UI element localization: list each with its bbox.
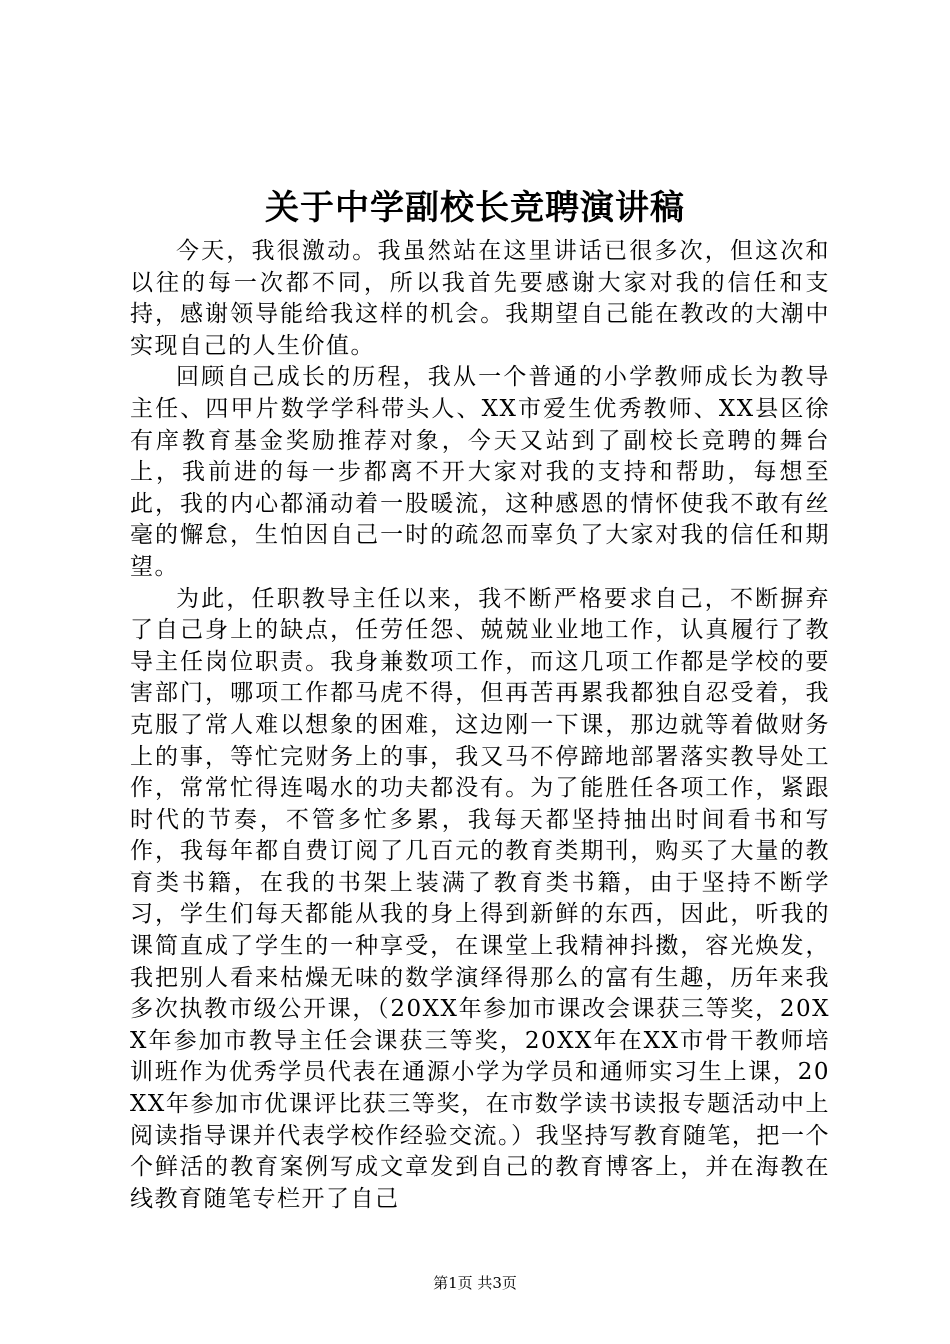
- paragraph-2: 回顾自己成长的历程，我从一个普通的小学教师成长为教导主任、四甲片数学学科带头人、XX市爱生优秀教师、XX县区徐有庠教育基金奖励推荐对象，今天又站到了副校长竞聘的舞台上，我前进的每一步都离不开大家对我的支持和帮助，每想至此，我的内心都涌动着一股暖流，这种感恩的情怀使我不敢有丝毫的懈怠，生怕因自己一时的疏忽而辜负了大家对我的信任和期望。: [130, 364, 830, 580]
- paragraph-1: 今天，我很激动。我虽然站在这里讲话已很多次，但这次和以往的每一次都不同，所以我首先要感谢大家对我的信任和支持，感谢领导能给我这样的机会。我期望自己能在教改的大潮中实现自己的人生价值。: [130, 238, 830, 359]
- page-footer: 第1页 共3页: [433, 1274, 517, 1292]
- document-body: [130, 236, 830, 1215]
- document-title: 关于中学副校长竞聘演讲稿: [265, 188, 685, 228]
- paragraph-3: 为此，任职教导主任以来，我不断严格要求自己，不断摒弃了自己身上的缺点，任劳任怨、兢兢业业地工作，认真履行了教导主任岗位职责。我身兼数项工作，而这几项工作都是学校的要害部门，哪项工作都马虎不得，但再苦再累我都独自忍受着，我克服了常人难以想象的困难，这边刚一下课，那边就等着做财务上的事，等忙完财务上的事，我又马不停蹄地部署落实教导处工作，常常忙得连喝水的功夫都没有。为了能胜任各项工作，紧跟时代的节奏，不管多忙多累，我每天都坚持抽出时间看书和写作，我每年都自费订阅了几百元的教育类期刊，购买了大量的教育类书籍，在我的书架上装满了教育类书籍，由于坚持不断学习，学生们每天都能从我的身上得到新鲜的东西，因此，听我的课简直成了学生的一种享受，在课堂上我精神抖擞，容光焕发，我把别人看来枯燥无味的数学演绎得那么的富有生趣，历年来我多次执教市级公开课，（20XX年参加市课改会课获三等奖，20XX年参加市教导主任会课获三等奖，20XX年在XX市骨干教师培训班作为优秀学员代表在通源小学为学员和通师实习生上课，20XX年参加市优课评比获三等奖，在市数学读书读报专题活动中上阅读指导课并代表学校作经验交流。）我坚持写教育随笔，把一个个鲜活的教育案例写成文章发到自己的教育博客上，并在海教在线教育随笔专栏开了自己: [130, 585, 830, 1212]
